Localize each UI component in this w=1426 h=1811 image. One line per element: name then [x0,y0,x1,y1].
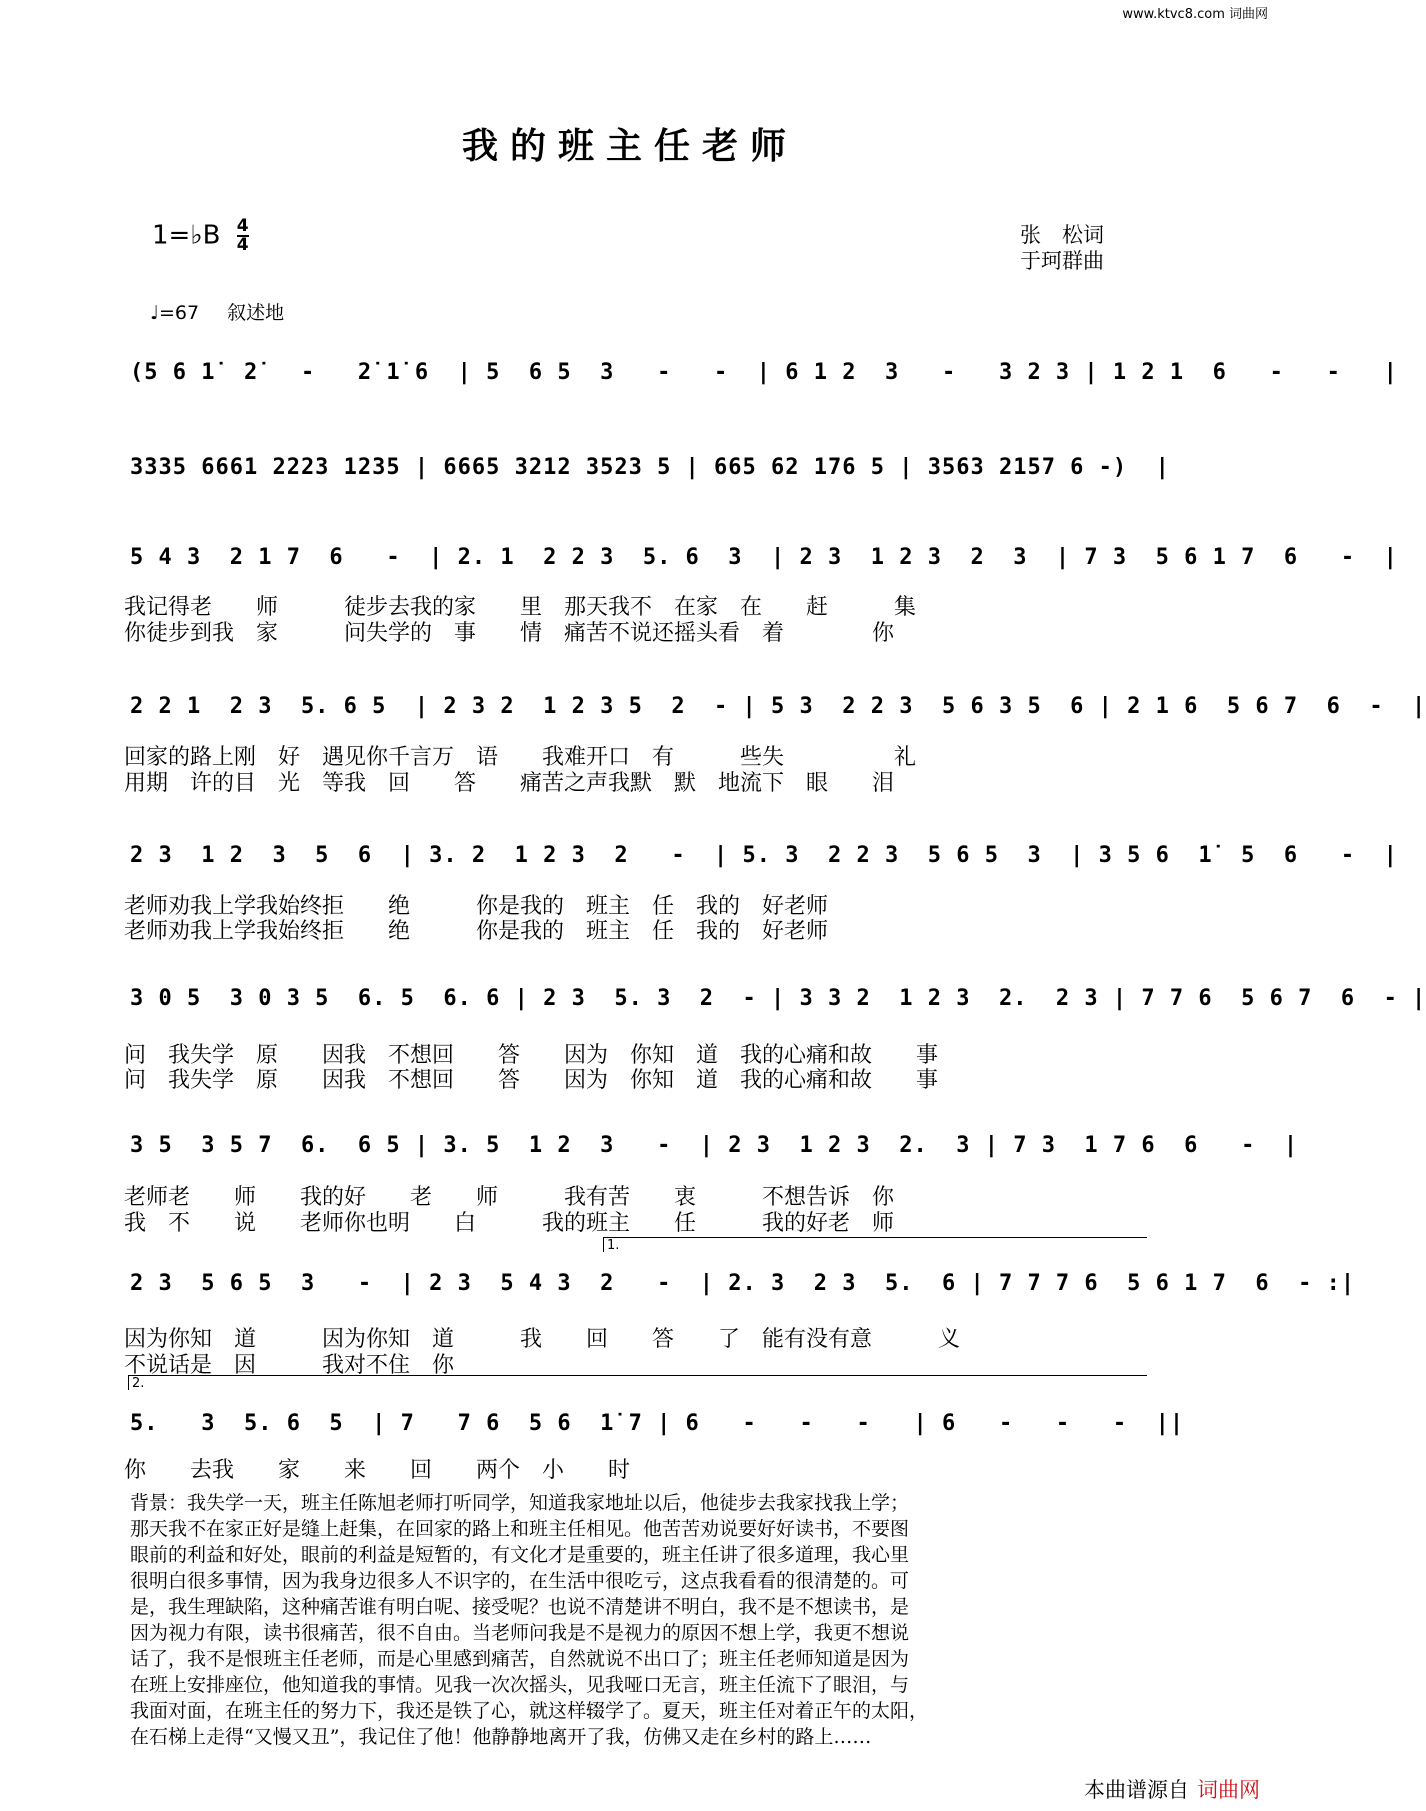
key-label: 1=♭B [152,220,221,251]
lyric-line: 问 我失学 原 因我 不想回 答 因为 你知 道 我的心痛和故 事 [124,1068,939,1093]
lyric-line: 老师劝我上学我始终拒 绝 你是我的 班主 任 我的 好老师 [124,894,829,919]
story-line: 那天我不在家正好是缝上赶集，在回家的路上和班主任相见。他苦苦劝说要好好读书，不要图 [130,1518,910,1540]
key-signature [152,218,249,254]
story-line: 很明白很多事情，因为我身边很多人不识字的，在生活中很吃亏，这点我看看的很清楚的。可 [130,1570,910,1592]
story-line: 在石梯上走得“又慢又丑”，我记住了他！他静静地离开了我，仿佛又走在乡村的路上…… [130,1726,872,1748]
story-line: 因为视力有限，读书很痛苦，很不自由。当老师问我是不是视力的原因不想上学，我更不想说 [130,1622,910,1644]
story-line: 在班上安排座位，他知道我的事情。见我一次次摇头，见我哑口无言，班主任流下了眼泪，与 [130,1674,910,1696]
lyric-line: 用期 许的目 光 等我 回 答 痛苦之声我默 默 地流下 眼 泪 [124,771,895,796]
notation-row: 3 5 3 5 7 6. 6 5 | 3. 5 1 2 3 - | 2 3 1 2 3 2. 3 | 7 3 1 7 6 6 - | [130,1133,1299,1158]
credits [1020,222,1104,274]
time-signature [237,218,249,254]
lyric-line: 老师老 师 我的好 老 师 我有苦 衷 不想告诉 你 [124,1185,895,1210]
lyric-line: 因为你知 道 因为你知 道 我 回 答 了 能有没有意 义 [124,1327,961,1352]
source-footer [1084,1774,1260,1804]
expression-mark: 叙述地 [227,302,285,324]
site-watermark: www.ktvc8.com 词曲网 [1122,7,1268,22]
background-story [130,1490,1140,1750]
lyric-line: 你徒步到我 家 问失学的 事 情 痛苦不说还摇头看 着 你 [124,621,895,646]
story-line: 话了，我不是恨班主任老师，而是心里感到痛苦，自然就说不出口了；班主任老师知道是因为 [130,1648,910,1670]
story-line: 是，我生理缺陷，这种痛苦谁有明白呢、接受呢？也说不清楚讲不明白，我不是不想读书，是 [130,1596,910,1618]
notation-row: 3335 6661 2223 1235 | 6665 3212 3523 5 | 665 62 176 5 | 3563 2157 6 -) | [130,455,1170,480]
time-top: 4 [236,216,249,236]
lyric-line: 我记得老 师 徒步去我的家 里 那天我不 在家 在 赶 集 [124,595,917,620]
song-title: 我的班主任老师 [461,125,798,167]
tempo-value: ♩=67 [150,302,200,324]
story-line: 我面对面，在班主任的努力下，我还是铁了心，就这样辍学了。夏天，班主任对着正午的太阳， [130,1700,929,1722]
lyric-line: 问 我失学 原 因我 不想回 答 因为 你知 道 我的心痛和故 事 [124,1043,939,1068]
lyricist: 张 松词 [1020,223,1104,247]
lyric-line: 我 不 说 老师你也明 白 我的班主 任 我的好老 师 [124,1211,895,1236]
first-ending-bracket: 1. [603,1237,1147,1252]
notation-row: (5 6 1̇ 2̇ - 2̇ 1̇ 6 | 5 6 5 3 - - | 6 1 2 3 - 3 2 3 | 1 2 1 6 - - | [130,360,1398,385]
story-line: 眼前的利益和好处，眼前的利益是短暂的，有文化才是重要的，班主任讲了很多道理，我心里 [130,1544,910,1566]
composer: 于珂群曲 [1020,249,1104,273]
notation-row: 5 4 3 2 1 7 6 - | 2. 1 2 2 3 5. 6 3 | 2 3 1 2 3 2 3 | 7 3 5 6 1 7 6 - | [130,545,1398,570]
notation-row: 2 2 1 2 3 5. 6 5 | 2 3 2 1 2 3 5 2 - | 5 3 2 2 3 5 6 3 5 6 | 2 1 6 5 6 7 6 - | [130,694,1426,719]
source-text: 本曲谱源自 [1084,1778,1189,1802]
notation-row: 2 3 5 6 5 3 - | 2 3 5 4 3 2 - | 2. 3 2 3 5. 6 | 7 7 7 6 5 6 1 7 6 - :| [130,1271,1356,1296]
lyric-line: 你 去我 家 来 回 两个 小 时 [124,1458,631,1483]
lyric-line: 回家的路上刚 好 遇见你千言万 语 我难开口 有 些失 礼 [124,745,917,770]
story-line: 背景：我失学一天，班主任陈旭老师打听同学，知道我家地址以后，他徒步去我家找我上学； [130,1492,910,1514]
lyric-line: 不说话是 因 我对不住 你 [124,1353,455,1378]
second-ending-bracket: 2. [128,1375,1147,1390]
time-bottom: 4 [236,235,249,255]
notation-row: 2 3 1 2 3 5 6 | 3. 2 1 2 3 2 - | 5. 3 2 2 3 5 6 5 3 | 3 5 6 1̇ 5 6 - | [130,843,1398,868]
notation-row: 3 0 5 3 0 3 5 6. 5 6. 6 | 2 3 5. 3 2 - | 3 3 2 1 2 3 2. 2 3 | 7 7 6 5 6 7 6 - | [130,986,1426,1011]
notation-row: 5. 3 5. 6 5 | 7 7 6 5 6 1̇ 7 | 6 - - - | 6 - - - || [130,1411,1185,1436]
lyric-line: 老师劝我上学我始终拒 绝 你是我的 班主 任 我的 好老师 [124,919,829,944]
source-brand[interactable]: 词曲网 [1197,1778,1260,1802]
tempo-mark [150,298,284,325]
